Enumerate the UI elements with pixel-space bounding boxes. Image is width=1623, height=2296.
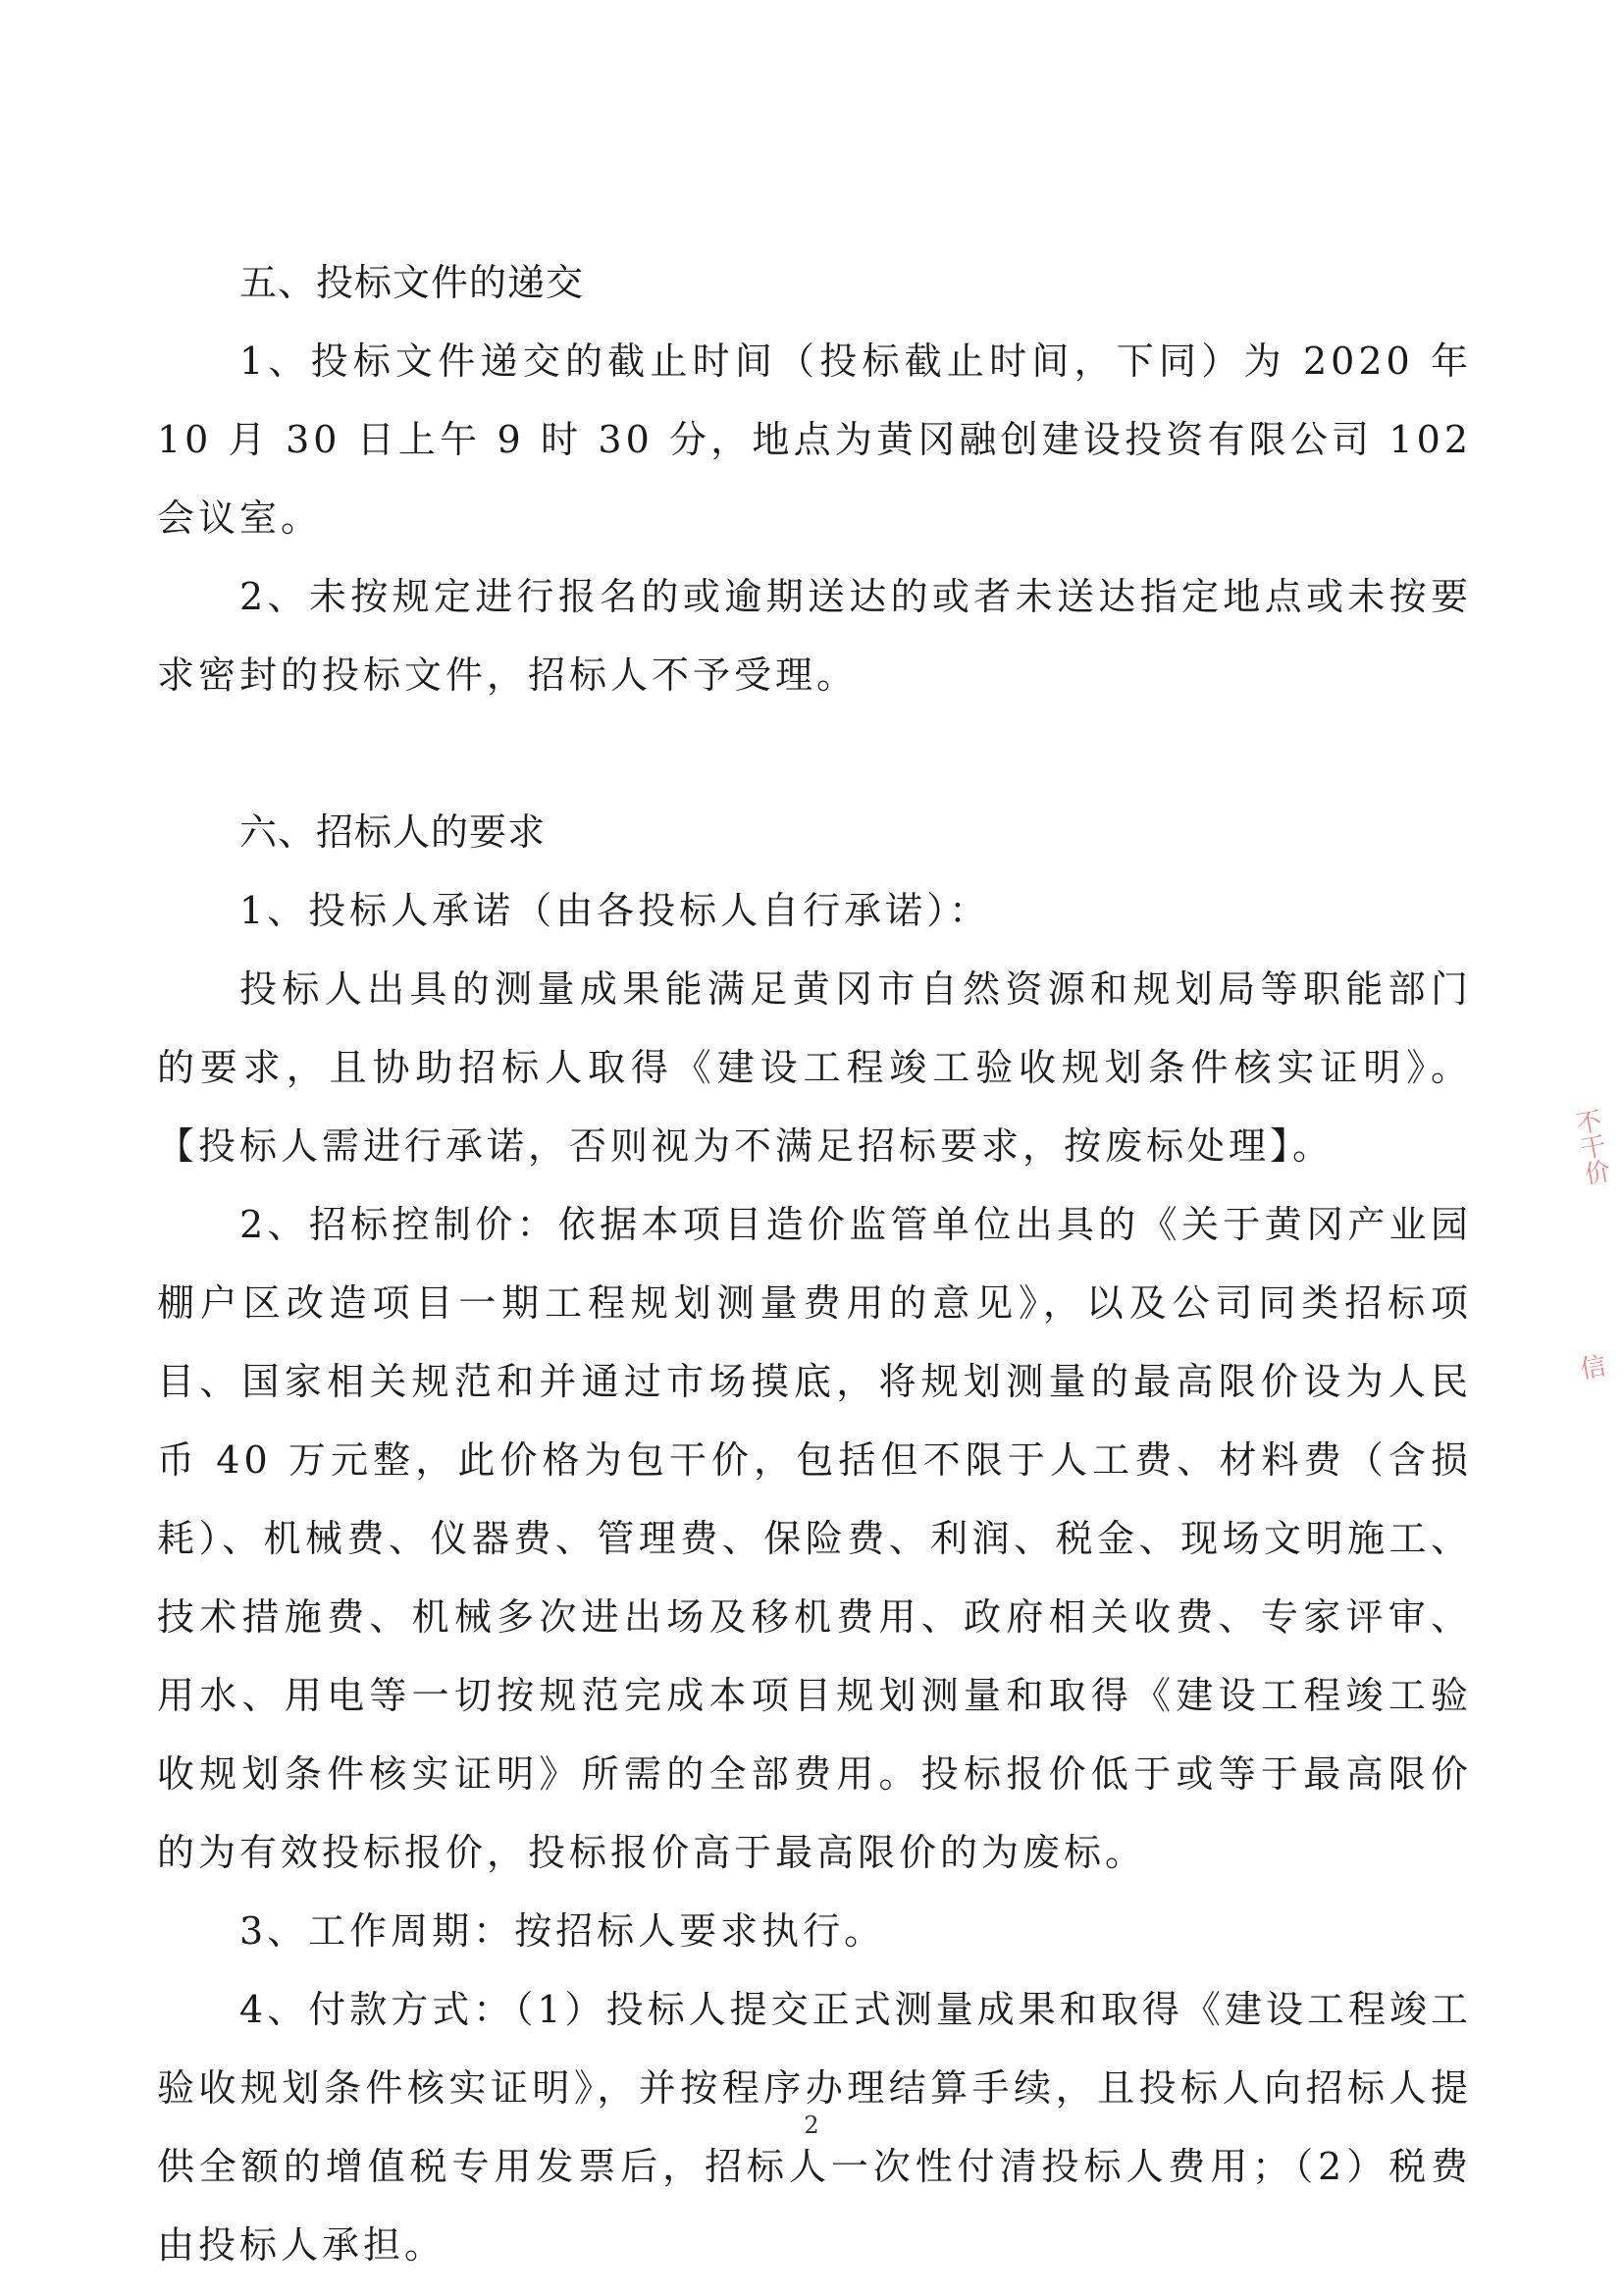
section-6-paragraph-1: 1、投标人承诺（由各投标人自行承诺）： (239, 889, 991, 932)
seal-stamp-fragment-2: 信 (1573, 1351, 1608, 1383)
page-number: 2 (804, 2112, 819, 2139)
section-gap (157, 714, 1472, 793)
section-6-paragraph-5: 4、付款方式：（1）投标人提交正式测量成果和取得《建设工程竣工验收规划条件核实证明》，并按程序办理结算手续，且投标人向招标人提供全额的增值税专用发票后，招标人一次性付清投标人费用；（2）税费由投标人承担。 (157, 1988, 1472, 2267)
section-5-paragraph-2: 2、未按规定进行报名的或逾期送达的或者未送达指定地点或未按要求密封的投标文件，招标人不予受理。 (157, 575, 1472, 697)
section-6-paragraph-2: 投标人出具的测量成果能满足黄冈市自然资源和规划局等职能部门的要求，且协助招标人取得《建设工程竣工验收规划条件核实证明》。【投标人需进行承诺，否则视为不满足招标要求，按废标处理】。 (157, 967, 1472, 1168)
section-5-heading: 五、投标文件的递交 (239, 261, 585, 304)
document-body (157, 243, 1472, 2284)
section-6-heading: 六、招标人的要求 (239, 810, 547, 854)
section-6-paragraph-4: 3、工作周期：按招标人要求执行。 (239, 1909, 886, 1953)
seal-stamp-fragment-1: 不干价 (1569, 1107, 1612, 1188)
section-6-paragraph-3: 2、招标控制价：依据本项目造价监管单位出具的《关于黄冈产业园棚户区改造项目一期工程规划测量费用的意见》，以及公司同类招标项目、国家相关规范和并通过市场摸底，将规划测量的最高限价设为人民币 40 万元整，此价格为包干价，包括但不限于人工费、材料费（含损耗）、机械费、仪器费、管理费、保险费、利润、税金、现场文明施工、技术措施费、机械多次进出场及移机费用、政府相关收费、专家评审、用水、用电等一切按规范完成本项目规划测量和取得《建设工程竣工验收规划条件核实证明》所需的全部费用。投标报价低于或等于最高限价的为有效投标报价，投标报价高于最高限价的为废标。 (157, 1203, 1472, 1874)
section-5-paragraph-1: 1、投标文件递交的截止时间（投标截止时间，下同）为 2020 年 10 月 30 日上午 9 时 30 分，地点为黄冈融创建设投资有限公司 102 会议室。 (157, 339, 1472, 540)
